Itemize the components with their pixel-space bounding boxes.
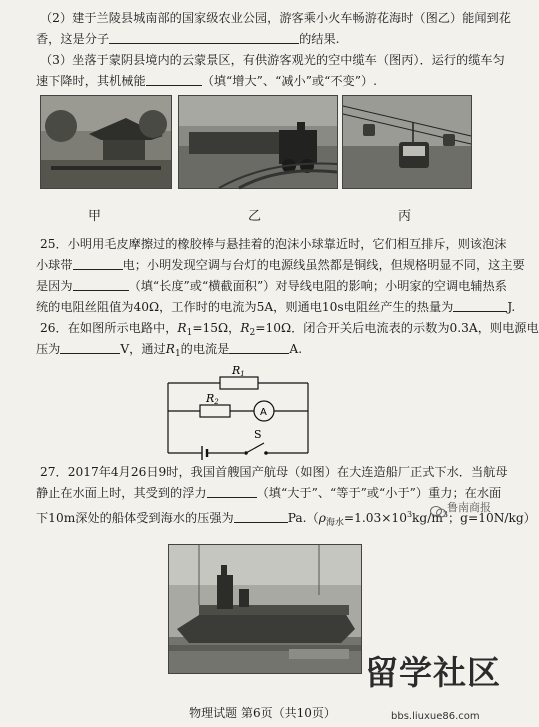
switch [246, 443, 264, 453]
photo-label-bing: 丙 [398, 209, 412, 224]
photo-label-jia: 甲 [88, 209, 102, 224]
q26-line-1: 26．在如图所示电路中，$R_1=15\Omega$，$R_2=10\Omega$．闭合开关后电流表的示数为0.3A，则电源电 [40, 321, 539, 338]
answer-blank[interactable] [207, 485, 257, 498]
answer-blank[interactable] [73, 257, 123, 270]
chat-icon [430, 506, 446, 518]
label-switch: S [254, 428, 262, 441]
site-logo: 留学社区 [365, 653, 501, 692]
watermark-source: 鲁南商报 [447, 501, 491, 514]
page-footer: 物理试题 第6页（共10页） [189, 706, 336, 720]
label-ammeter: A [260, 407, 267, 418]
photo-yi [178, 95, 338, 189]
label-r2: R2 [206, 392, 219, 406]
aircraft-carrier-photo [169, 545, 361, 673]
answer-blank[interactable] [60, 341, 120, 354]
photo-jia [40, 95, 172, 189]
resistor-r1 [220, 377, 258, 389]
q25-line-2: 小球带 电；小明发现空调与台灯的电源线虽然都是铜线，但规格明显不同，这主要 [36, 258, 525, 272]
answer-blank[interactable] [234, 510, 288, 523]
q24-line-2: 香，这是分子 的结果. [36, 32, 340, 46]
q26-line-2: 压为 V，通过$R_1$的电流是 A. [36, 342, 303, 359]
answer-blank[interactable] [73, 278, 129, 291]
q25-line-4: 统的电阻丝阻值为40Ω，工作时的电流为5A，则通电10s电阻丝产生的热量为 J. [36, 300, 516, 314]
answer-blank[interactable] [146, 73, 202, 86]
q27-line-1: 27．2017年4月26日9时，我国首艘国产航母（如图）在大连造船厂正式下水．当航母 [40, 465, 508, 479]
train-photo [179, 96, 337, 188]
site-url: bbs.liuxue86.com [391, 711, 480, 722]
photo-carrier [168, 544, 362, 674]
q24-line-4: 速下降时，其机械能 （填“增大”、“减小”或“不变”）. [36, 74, 378, 88]
pavilion-photo [41, 96, 171, 188]
answer-blank[interactable] [229, 341, 289, 354]
answer-blank[interactable] [453, 299, 507, 312]
q24-line-3: （3）坐落于蒙阴县境内的云蒙景区，有供游客观光的空中缆车（图丙）．运行的缆车匀 [40, 53, 505, 67]
resistor-r2 [200, 405, 230, 417]
photo-label-yi: 乙 [248, 209, 262, 224]
q27-line-3: 下10m深处的船体受到海水的压强为 $Pa.(\rho_{海水}=1.03\times 10^3kg/m^3$；g=10N/kg） [36, 510, 536, 528]
answer-blank[interactable] [109, 31, 299, 44]
cable-car-photo [343, 96, 471, 188]
label-r1: R1 [232, 364, 245, 378]
q24-line-1: （2）建于兰陵县城南部的国家级农业公园，游客乘小火车畅游花海时（图乙）能闻到花 [40, 11, 511, 25]
q25-line-1: 25．小明用毛皮摩擦过的橡胶棒与悬挂着的泡沫小球靠近时，它们相互排斥，则该泡沫 [40, 237, 507, 251]
circuit-diagram [158, 364, 338, 468]
q27-line-2: 静止在水面上时，其受到的浮力 （填“大于”、“等于”或“小于”）重力；在水面 [36, 486, 502, 500]
q25-line-3: 是因为 （填“长度”或“横截面积”）对导线电阻的影响；小明家的空调电辅热系 [36, 279, 507, 293]
photo-bing [342, 95, 472, 189]
